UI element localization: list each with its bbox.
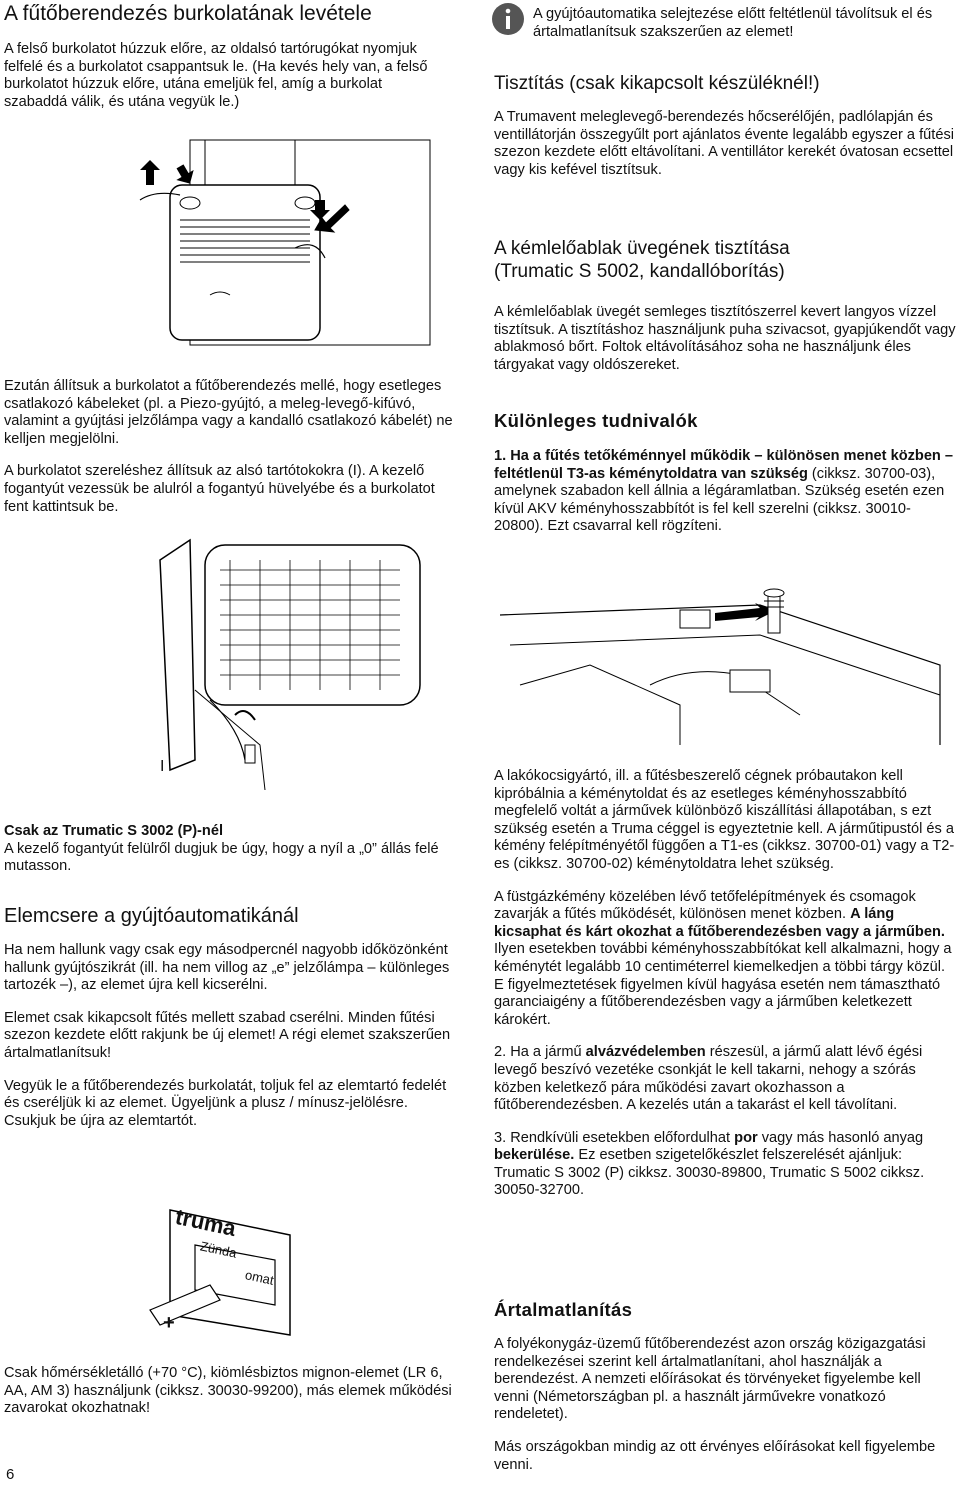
special-2: 2. Ha a jármű alvázvédelemben részesül, a jármű alatt lévő égési levegő beszívó vezetéke csonkját le kell takarni, nehogy a szórás közben keletkező pára működési zavart okozhasson a fűtőberendezésben. A kezelés után a takarást el kell távolítani. <box>494 1044 923 1114</box>
battery-p3: Vegyük le a fűtőberendezés burkolatát, toljuk fel az elemtartó fedelét és cseréljük ki az elemet. Ügyeljünk a plusz / mínusz-jelölésre. Csukjuk be újra az elemtartót. <box>4 1077 447 1129</box>
battery-plus-sign: + <box>163 1312 175 1334</box>
cover-removal-text: A felső burkolatot húzzuk előre, az oldalsó tartórugókat nyomjuk felfelé és a burkolatot csappantsuk le. (Ha kevés hely van, a felső burkolatot húzzuk előre, utána emeljük fel, amíg a burkolat szabaddá válik, és utána vegyük le.) <box>4 41 428 110</box>
battery-note-section <box>4 1365 454 1418</box>
special-1: 1. Ha a fűtés tetőkéménnyel működik – különösen menet közben – feltétlenül T3-as kéménytoldatra van szükség (cikksz. 30700-03), amelynek szabadon kell állnia a légáramlatban. Szükség esetén ezen kívül AKV kéményhosszabbítót is fel kell szerelni (cikksz. 30010-20800). Ezt csavarral kell rögzíteni. <box>494 448 954 535</box>
disposal-p2: Más országokban mindig az ott érvényes előírásokat kell figyelembe venni. <box>494 1438 936 1473</box>
after-cover-section <box>4 378 459 516</box>
truma-label-2: omat <box>243 1267 276 1288</box>
info-text: A gyújtóautomatika selejtezése előtt feltétlenül távolítsuk el és ártalmatlanítsuk szakszerűen az elemet! <box>533 6 933 40</box>
flue-text: A füstgázkémény közelében lévő tetőfelépítmények és csomagok zavarják a fűtés működését, különösen menet közben. A láng kicsaphat és kárt okozhat a fűtőberendezésben vagy a járműben. Ilyen esetekben további kéményhosszabbítókat kell alkalmazni, hogy a kéménytét legalább 10 centiméterrel kiemelkedjen a többi tárgy közül. E figyelmeztetések figyelmen kívül hagyása esetén nem támasztható garanciaigény a fűtőberendezésben vagy a járműben keletkezett károkért. <box>494 888 952 1028</box>
manufacturer-section <box>494 768 956 1200</box>
disposal-p1: A folyékonygáz-üzemű fűtőberendezést azon ország közigazgatási rendelkezései szerint kell ártalmatlanítani, ahol használják a berendezést. A nemzeti előírásokat és törvényeket figyelembe kell venni (Németországban pl. a használt járművekre vonatkozó rendeletet). <box>494 1336 926 1423</box>
truma-logo: truma <box>173 1203 239 1242</box>
battery-section <box>4 905 454 1130</box>
battery-note: Csak hőmérsékletálló (+70 °C), kiömlésbiztos mignon-elemet (LR 6, AA, AM 3) használjunk (cikksz. 30030-99200), más elemek működési zavarokat okozhatnak! <box>4 1365 452 1417</box>
s3002-section <box>4 823 444 876</box>
truma-label-1: Zünda <box>198 1238 239 1261</box>
cleaning-section <box>494 72 956 179</box>
special-title: Különleges tudnivalók <box>494 410 698 431</box>
mount-cover-text: A burkolatot szereléshez állítsuk az alsó tartótokokra (I). A kezelő fogantyút vezessük be alulról a fogantyú hüvelyébe és a burkolatot fent kattintsuk be. <box>4 463 435 515</box>
battery-title: Elemcsere a gyújtóautomatikánál <box>4 905 299 927</box>
page-number: 6 <box>6 1466 15 1483</box>
heater-cover-illustration <box>130 130 450 350</box>
special-section <box>494 410 956 536</box>
special-3: 3. Rendkívüli esetekben előfordulhat por vagy más hasonló anyag bekerülése. Ez esetben szigetelőkészlet felszerelését ajánljuk: Trumatic S 3002 (P) cikksz. 30030-89800, Trumatic S 5002 cikksz. 30050-32700. <box>494 1129 925 1199</box>
disposal-title: Ártalmatlanítás <box>494 1299 633 1320</box>
cover-removal-section <box>4 2 434 111</box>
window-title-1: A kémlelőablak üvegének tisztítása <box>494 238 790 259</box>
cover-mounting-illustration <box>150 530 450 790</box>
window-cleaning-section <box>494 237 956 374</box>
after-cover-text: Ezután állítsuk a burkolatot a fűtőberendezés mellé, hogy esetleges csatlakozó kábeleket (pl. a Piezo-gyújtó, a meleg-levegő-kifúvó, valamint a gyújtási jelzőlámpa vagy a kandalló csatlakozó kábelét) ne kelljen megjelölni. <box>4 378 453 447</box>
roof-chimney-illustration <box>500 575 950 745</box>
cleaning-text: A Trumavent meleglevegő-berendezés hőcserélőjén, padlólapján és ventillátorján összegyűlt port ajánlatos évente legalább egyszer a fűtési szezon kezdete előtt eltávolítani. A ventillátor kerekét óvatosan ecsettel vagy kis kefével tisztítsuk. <box>494 109 954 178</box>
info-icon <box>491 2 525 41</box>
window-text: A kémlelőablak üvegét semleges tisztítószerrel kevert langyos vízzel tisztítsuk. A tisztításhoz használjunk puha szivacsot, gyapjúkendőt vagy ablakmosó bőrt. Foltok eltávolításához soha ne használjunk éles tárgyakat vagy oldószereket. <box>494 304 956 373</box>
battery-p2: Elemet csak kikapcsolt fűtés mellett szabad cserélni. Minden fűtési szezon kezdete előtt rakjunk be új elemet! A régi elemet szakszerűen ártalmatlanítsuk! <box>4 1009 451 1061</box>
manufacturer-text: A lakókocsigyártó, ill. a fűtésbeszerelő cégnek próbautakon kell kipróbálnia a kéménytoldat és az esetleges kéményhosszabbító megfelelő voltát a járművek különböző kiszállítási állapotában, s ezt szükség esetén a Truma céggel is egyeztetnie kell. A járműtipustól és a kémény felépítményétől függően a T1-es (cikksz. 30700-01) vagy a T2-es (cikksz. 30700-02) kéménytoldatra lehet szükség. <box>494 768 955 872</box>
cleaning-title: Tisztítás (csak kikapcsolt készüléknél!) <box>494 73 820 94</box>
window-title-2: (Trumatic S 5002, kandallóborítás) <box>494 261 785 282</box>
info-note <box>533 6 953 41</box>
disposal-section <box>494 1299 956 1474</box>
cover-removal-title: A fűtőberendezés burkolatának levétele <box>4 2 372 25</box>
figure-label-i: I <box>160 758 165 775</box>
s3002-title: Csak az Trumatic S 3002 (P)-nél <box>4 823 223 839</box>
battery-p1: Ha nem hallunk vagy csak egy másodpercnél nagyobb időközönként hallunk gyújtószikrát (ill. ha nem villog az „e” jelzőlámpa – különleges tartozék –), az elemet újra kell kicserélni. <box>4 942 450 994</box>
s3002-text: A kezelő fogantyút felülről dugjuk be úgy, hogy a nyíl a „0” állás felé mutasson. <box>4 840 439 875</box>
